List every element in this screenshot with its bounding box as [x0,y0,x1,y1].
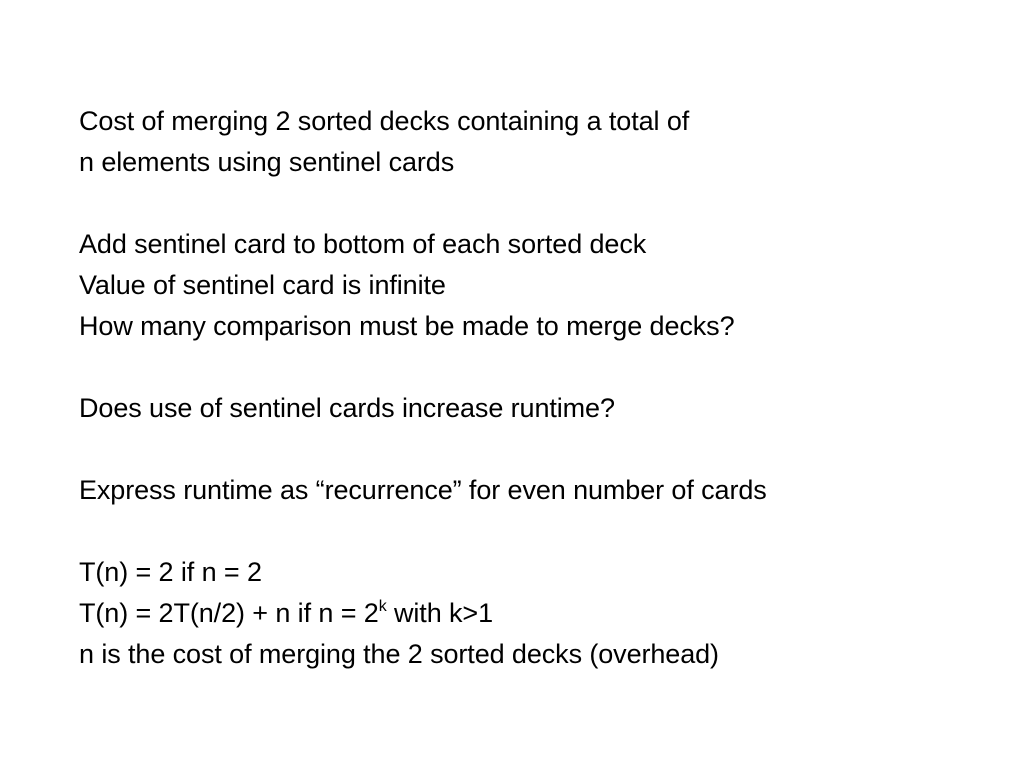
recurrence-step-case [79,593,999,634]
sentinel-line-1: Add sentinel card to bottom of each sorted deck [79,229,647,259]
spacer [79,183,999,224]
step-case-exponent: k [378,598,387,615]
sentinel-line-2: Value of sentinel card is infinite [79,270,446,300]
intro-line-1: Cost of merging 2 sorted decks containing a total of [79,106,690,136]
step-case-text: T(n) = 2T(n/2) + n if n = 2 [79,598,379,628]
runtime-question: Does use of sentinel cards increase runtime? [79,393,615,423]
spacer [79,429,999,470]
spacer [79,511,999,552]
spacer [79,347,999,388]
step-case-condition: with k>1 [386,598,493,628]
intro-line-2: n elements using sentinel cards [79,147,455,177]
recurrence-instruction: Express runtime as “recurrence” for even number of cards [79,475,767,505]
recurrence-base-case: T(n) = 2 if n = 2 [79,557,262,587]
sentinel-line-3: How many comparison must be made to merge decks? [79,311,735,341]
slide-body [79,101,999,675]
recurrence-note: n is the cost of merging the 2 sorted decks (overhead) [79,639,719,669]
